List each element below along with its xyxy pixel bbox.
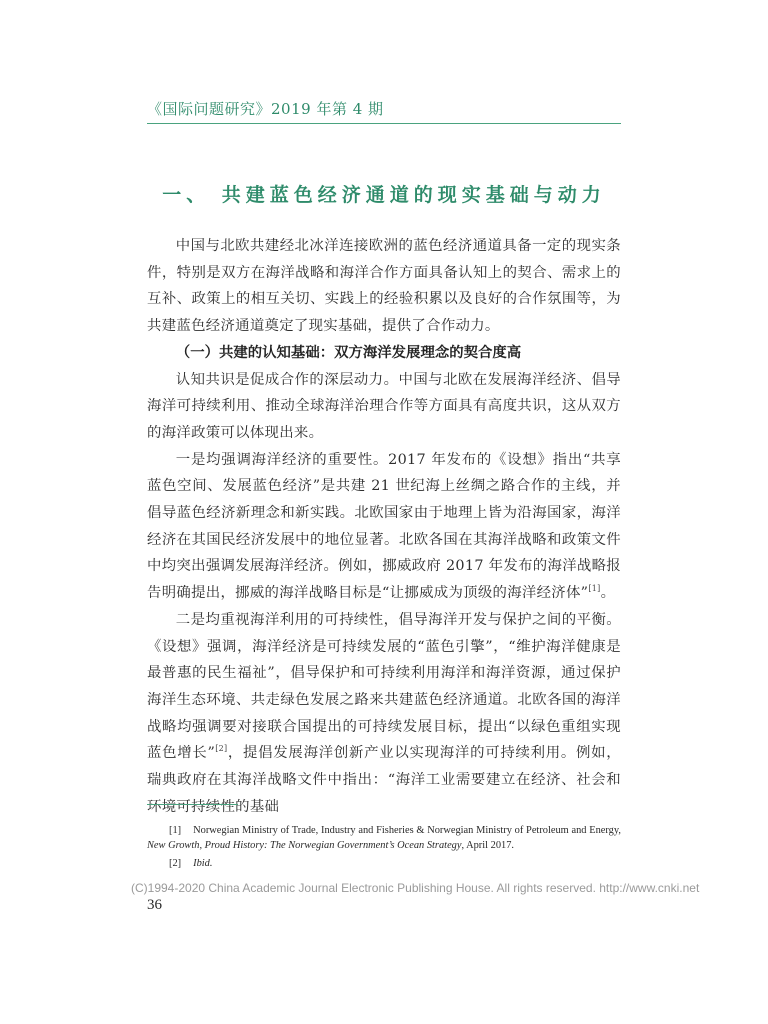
article-body [147,233,621,820]
footnote-text: Norwegian Ministry of Trade, Industry and Fisheries & Norwegian Ministry of Petroleum and Energy, [193,825,621,836]
footnote-number: [2] [169,858,182,869]
copyright-notice: (C)1994-2020 China Academic Journal Electronic Publishing House. All rights reserved. http://www.cnki.net [131,881,700,895]
paragraph-1: 中国与北欧共建经北冰洋连接欧洲的蓝色经济通道具备一定的现实条件，特别是双方在海洋战略和海洋合作方面具备认知上的契合、需求上的互补、政策上的相互关切、实践上的经验积累以及良好的合作氛围等，为共建蓝色经济通道奠定了现实基础，提供了合作动力。 [147,238,621,335]
footnote-number: [1] [169,825,182,836]
paragraph-4 [147,607,621,821]
footnote-ref-2[interactable]: [2] [215,744,228,754]
footnote-text-end: , April 2017. [461,840,515,851]
page-number: 36 [147,897,162,913]
paragraph-4-text-a: 二是均重视海洋利用的可持续性，倡导海洋开发与保护之间的平衡。《设想》强调，海洋经济是可持续发展的“蓝色引擎”，“维护海洋健康是最普惠的民生福祉”，倡导保护和可持续利用海洋和海洋资源，通过保护海洋生态环境、共走绿色发展之路来共建蓝色经济通道。北欧各国的海洋战略均强调要对接联合国提出的可持续发展目标，提出“以绿色重组实现蓝色增长” [147,611,621,762]
footnote-1 [147,823,621,853]
journal-header: 《国际问题研究》2019 年第 4 期 [147,100,384,118]
footnote-title: New Growth, Proud History: The Norwegian Government’s Ocean Strategy [147,840,462,851]
footnote-ref-1[interactable]: [1] [588,584,601,594]
footnote-2 [147,856,621,871]
footnote-divider [147,804,238,805]
paragraph-3-end: 。 [600,585,616,602]
subheading-1: （一）共建的认知基础：双方海洋发展理念的契合度高 [175,344,522,361]
footnote-title: Ibid. [193,858,213,869]
paragraph-4-text-b: ，提倡发展海洋创新产业以实现海洋的可持续利用。例如，瑞典政府在其海洋战略文件中指出：“海洋工业需要建立在经济、社会和环境可持续性的基础 [147,745,621,815]
section-title: 一、 共建蓝色经济通道的现实基础与动力 [162,184,606,206]
paragraph-3-text: 一是均强调海洋经济的重要性。2017 年发布的《设想》指出“共享蓝色空间、发展蓝色经济”是共建 21 世纪海上丝绸之路合作的主线，并倡导蓝色经济新理念和新实践。北欧国家由于地理上皆为沿海国家，海洋经济在其国民经济发展中的地位显著。北欧各国在其海洋战略和政策文件中均突出强调发展海洋经济。例如，挪威政府 2017 年发布的海洋战略报告明确提出，挪威的海洋战略目标是“让挪威成为顶级的海洋经济体” [147,451,621,602]
paragraph-3 [147,447,621,607]
footnotes [147,823,621,874]
header-divider [147,123,621,124]
paragraph-2: 认知共识是促成合作的深层动力。中国与北欧在发展海洋经济、倡导海洋可持续利用、推动全球海洋治理合作等方面具有高度共识，这从双方的海洋政策可以体现出来。 [147,371,621,441]
